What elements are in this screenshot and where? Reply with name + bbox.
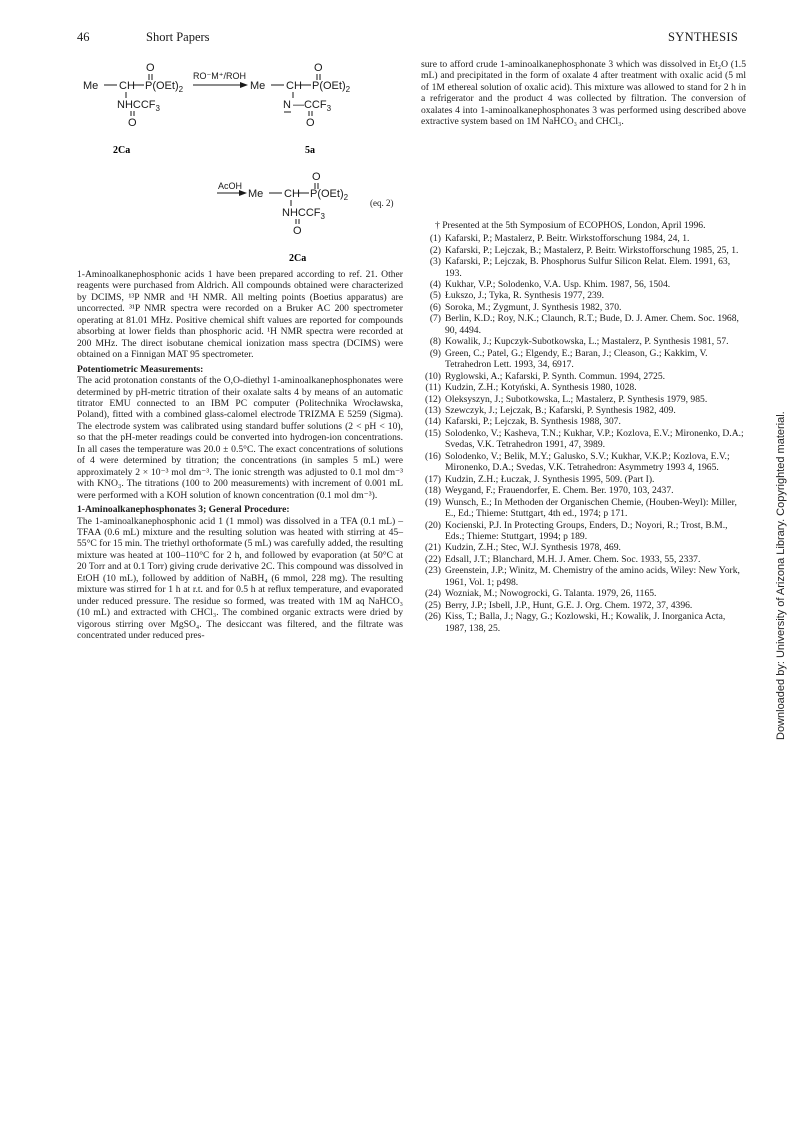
- reference-text: Kowalik, J.; Kupczyk-Subotkowska, L.; Mastalerz, P. Synthesis 1981, 57.: [445, 336, 729, 348]
- o-atom: O: [293, 225, 302, 237]
- reference-text: Kafarski, P.; Lejczak, B. Synthesis 1988, 307.: [445, 416, 621, 428]
- reference-text: Soroka, M.; Zygmunt, J. Synthesis 1982, 370.: [445, 301, 622, 313]
- procedure-continuation: sure to afford crude 1-aminoalkanephosphonate 3 which was dissolved in Et₂O (1.5 mL) and precipitated in the form of oxalate 4 after treatment with oxalic acid (5 ml of 1M ethereal solution of oxalic acid). This mixture was allowed to stand for 2 h in a refrigerator and the product 4 was collected by filtration. The conversion of oxalates 4 into 1-aminoalkanephosphonates 3 was performed using described above extractive system based on 1M NaHCO₃ and CHCl₃.: [421, 59, 746, 128]
- references-section: [421, 220, 746, 634]
- reference-item: [421, 233, 746, 244]
- amide-group: $NHCCF_3$: [282, 207, 325, 221]
- o-atom: O: [146, 62, 155, 74]
- reference-number: (8): [429, 336, 441, 348]
- section-title: Short Papers: [146, 30, 210, 44]
- reference-text: Berlin, K.D.; Roy, N.K.; Claunch, R.T.; Bude, D. J. Amer. Chem. Soc. 1968, 90, 4494.: [445, 313, 739, 336]
- section-heading: 1-Aminoalkanephosphonates 3; General Procedure:: [77, 504, 290, 516]
- ch-group: CH: [284, 188, 300, 200]
- potentiometric-paragraph: The acid protonation constants of the O,O-diethyl 1-aminoalkanephosphonates were determined by pH-metric titration of their oxalate salts 4 by means of an automatic titrator EMU connected to an IBM PC computer (Politechnika Wrocławska, Poland), fitted with a combined glass-calomel electrode TRIZMA E 5259 (Sigma). The electrode system was calibrated using standard buffer solutions (2 < pH < 10), so that the pH-meter readings could be converted into hydrogen-ion concentrations. In all cases the temperature was 20.0 ± 0.5°C. The exact concentrations of solutions of 4 were determined by titration; the concentrations (in samples 5 mL) were approximately 2 × 10⁻³ mol dm⁻³. The ionic strength was adjusted to 0.1 mol dm⁻³ with KNO₃. The titrations (100 to 200 measurements) with increment of 0.001 mL were performed with a KOH solution of known concentration (0.1 mol dm⁻³).: [77, 375, 403, 501]
- reference-number: (11): [425, 382, 441, 394]
- reference-item: [421, 348, 746, 371]
- right-column: [421, 59, 746, 634]
- left-column: [77, 269, 403, 642]
- reference-text: Kafarski, P.; Lejczak, B. Phosphorus Sulfur Silicon Relat. Elem. 1991, 63, 193.: [445, 256, 731, 279]
- reference-text: Green, C.; Patel, G.; Elgendy, E.; Baran, J.; Cleason, G.; Kakkim, V. Tetrahedron Lett. 1993, 34, 6917.: [445, 347, 708, 371]
- reference-item: [421, 611, 746, 634]
- reference-text: Weygand, F.; Frauendorfer, E. Chem. Ber. 1970, 103, 2437.: [445, 485, 674, 497]
- reference-item: [421, 428, 746, 451]
- o-atom: O: [314, 62, 323, 74]
- reference-item: [421, 485, 746, 496]
- download-notice: Downloaded by: University of Arizona Library. Copyrighted material.: [775, 411, 787, 740]
- reference-item: [421, 245, 746, 256]
- page-number: 46: [77, 30, 90, 44]
- reference-text: Kocienski, P.J. In Protecting Groups, Enders, D.; Noyori, R.; Trost, B.M., Eds.; Thieme: Stuttgart, 1994; p 189.: [445, 519, 728, 542]
- reference-number: (19): [425, 496, 441, 508]
- reference-item: [421, 416, 746, 427]
- reference-text: Kudzin, Z.H.; Kotyński, A. Synthesis 1980, 1028.: [445, 382, 637, 394]
- reference-text: Szewczyk, J.; Lejczak, B.; Kafarski, P. Synthesis 1982, 409.: [445, 404, 676, 416]
- reference-number: (6): [429, 301, 441, 313]
- reference-text: Solodenko, V.; Belik, M.Y.; Galusko, S.V.; Kukhar, V.K.P.; Kozlova, E.V.; Mironenko, D.A.; Svedas, V.K. Tetrahedron: Asymmetry 1993 4, 1965.: [445, 450, 730, 474]
- amide-group: $NHCCF_3$: [117, 99, 160, 113]
- reference-item: [421, 290, 746, 301]
- reference-number: (2): [429, 244, 441, 256]
- reference-text: Wunsch, E.; In Methoden der Organischen Chemie, (Houben-Weyl): Miller, E., Ed.; Thieme: Stuttgart, 4th ed., 1974; p 171.: [445, 496, 737, 520]
- procedure-paragraph: The 1-aminoalkanephosphonic acid 1 (1 mmol) was dissolved in a TFA (0.1 mL) – TFAA (0.6 mL) mixture and the resulting solution was heated with stirring at 45–55°C for 15 min. The triethyl orthoformate (5 mL) was carefully added, the resulting mixture was heated at 100–110°C for 2 h, and followed by evaporation (at 50°C at 20 Torr and at 0.1 Torr) giving crude derivative 2C. This compound was dissolved in EtOH (10 mL), followed by addition of NaBH₄ (6 mmol, 228 mg). The resulting mixture was stirred for 1 h at r.t. and for 0.5 h at reflux temperature, and evaporated under reduced pressure. The residue so formed, was treated with 1M aq NaHCO₃ (10 mL) and extracted with CHCl₃. The combined organic extracts were dried by vigorous stirring over MgSO₄. The desiccant was filtered, and the filtrate was concentrated under reduced pres-: [77, 515, 403, 642]
- amide-anion: N $—CCF_3$: [283, 99, 332, 113]
- reference-text: Berry, J.P.; Isbell, J.P., Hunt, G.E. J. Org. Chem. 1972, 37, 4396.: [445, 599, 693, 611]
- reference-number: (1): [429, 233, 441, 245]
- reference-number: (20): [425, 519, 441, 531]
- equation-label: (eq. 2): [370, 198, 394, 208]
- reference-item: [421, 451, 746, 474]
- reference-text: Greenstein, J.P.; Winitz, M. Chemistry of the amino acids, Wiley: New York, 1961, Vol. 1; p498.: [445, 565, 740, 588]
- reagent-acid: AcOH: [218, 181, 243, 191]
- reference-number: (9): [429, 347, 441, 359]
- reference-item: [421, 600, 746, 611]
- reference-number: (16): [425, 450, 441, 462]
- journal-name: SYNTHESIS: [668, 30, 739, 44]
- reference-number: (4): [429, 278, 441, 290]
- reaction-scheme: [77, 56, 407, 266]
- me-group: Me: [83, 80, 99, 92]
- reference-item: [421, 520, 746, 543]
- o-atom: O: [312, 171, 321, 183]
- reference-item: [421, 371, 746, 382]
- reference-text: Kafarski, P.; Lejczak, B.; Mastalerz, P. Beitr. Wirkstofforschung 1985, 25, 1.: [445, 244, 739, 256]
- reference-item: [421, 394, 746, 405]
- section-heading: Potentiometric Measurements:: [77, 363, 204, 375]
- compound-label: 2Ca: [113, 145, 131, 156]
- experimental-intro: 1-Aminoalkanephosphonic acids 1 have been prepared according to ref. 21. Other reagents were purchased from Aldrich. All compounds obtained were characterized by DCIMS, ¹³P NMR and ¹H NMR. All melting points (Boetius apparatus) are uncorrected. ³¹P NMR spectra were recorded on a Bruker AC 200 spectrometer operating at 81.01 MHz. Positive chemical shift values are reported for compounds absorbing at lower fields than phosphoric acid. ¹H NMR spectra were recorded at 200 MHz. The direct isobutane chemical ionization mass spectra (DCIMS) were obtained on a Finnigan MAT 95 spectrometer.: [77, 269, 403, 361]
- phosphonate-group: $P(OEt)_2$: [312, 80, 351, 94]
- reference-number: (5): [429, 290, 441, 302]
- reference-item: [421, 554, 746, 565]
- reference-number: (26): [425, 611, 441, 623]
- ch-group: CH: [286, 80, 302, 92]
- ch-group: CH: [119, 80, 135, 92]
- reference-number: (18): [425, 485, 441, 497]
- reference-text: Łukszo, J.; Tyka, R. Synthesis 1977, 239.: [445, 290, 605, 302]
- phosphonate-group: $P(OEt)_2$: [310, 188, 349, 202]
- reference-item: [421, 474, 746, 485]
- reference-text: Kukhar, V.P.; Solodenko, V.A. Usp. Khim. 1987, 56, 1504.: [445, 278, 671, 290]
- reference-text: Oleksyszyn, J.; Subotkowska, L.; Mastalerz, P. Synthesis 1979, 985.: [445, 393, 708, 405]
- reference-item: [421, 542, 746, 553]
- reference-text: Kafarski, P.; Mastalerz, P. Beitr. Wirkstofforschung 1984, 24, 1.: [445, 233, 690, 245]
- reference-number: (7): [429, 313, 441, 325]
- reference-item: [421, 588, 746, 599]
- reference-number: (22): [425, 553, 441, 565]
- reference-number: (12): [425, 393, 441, 405]
- reference-item: [421, 497, 746, 520]
- reference-text: Solodenko, V.; Kasheva, T.N.; Kukhar, V.P.; Kozlova, E.V.; Mironenko, D.A.; Svedas, V.K. Tetrahedron 1991, 47, 3989.: [445, 427, 744, 451]
- reference-number: (15): [425, 427, 441, 439]
- footnote: † Presented at the 5th Symposium of ECOPHOS, London, April 1996.: [435, 219, 706, 231]
- reference-item: [421, 256, 746, 279]
- me-group: Me: [250, 80, 266, 92]
- phosphonate-group: $P(OEt)_2$: [145, 80, 184, 94]
- reference-number: (21): [425, 542, 441, 554]
- reference-number: (10): [425, 370, 441, 382]
- reference-number: (13): [425, 404, 441, 416]
- compound-label: 5a: [305, 145, 315, 156]
- reference-item: [421, 279, 746, 290]
- reference-number: (3): [429, 256, 441, 268]
- reference-text: Edsall, J.T.; Blanchard, M.H. J. Amer. Chem. Soc. 1933, 55, 2337.: [445, 553, 701, 565]
- reference-item: [421, 382, 746, 393]
- reference-text: Wozniak, M.; Nowogrocki, G. Talanta. 1979, 26, 1165.: [445, 588, 657, 600]
- reference-number: (25): [425, 599, 441, 611]
- o-atom: O: [128, 117, 137, 129]
- me-group: Me: [248, 188, 264, 200]
- reagent-base: RO⁻M⁺/ROH: [193, 71, 246, 81]
- reference-item: [421, 302, 746, 313]
- reference-item: [421, 336, 746, 347]
- reference-number: (23): [425, 565, 441, 577]
- reference-number: (24): [425, 588, 441, 600]
- reference-number: (14): [425, 416, 441, 428]
- compound-label: 2Ca: [289, 253, 307, 264]
- reference-item: [421, 313, 746, 336]
- reference-item: [421, 405, 746, 416]
- reference-text: Kudzin, Z.H.; Stec, W.J. Synthesis 1978, 469.: [445, 542, 621, 554]
- reference-text: Ryglowski, A.; Kafarski, P. Synth. Commun. 1994, 2725.: [445, 370, 666, 382]
- reference-item: [421, 565, 746, 588]
- reference-list: [421, 233, 746, 634]
- o-atom: O: [306, 117, 315, 129]
- reference-text: Kiss, T.; Balla, J.; Nagy, G.; Kozlowski, H.; Kowalik, J. Inorganica Acta, 1987, 138, 25.: [445, 611, 726, 634]
- reference-number: (17): [425, 473, 441, 485]
- reference-text: Kudzin, Z.H.; Łuczak, J. Synthesis 1995, 509. (Part I).: [445, 473, 655, 485]
